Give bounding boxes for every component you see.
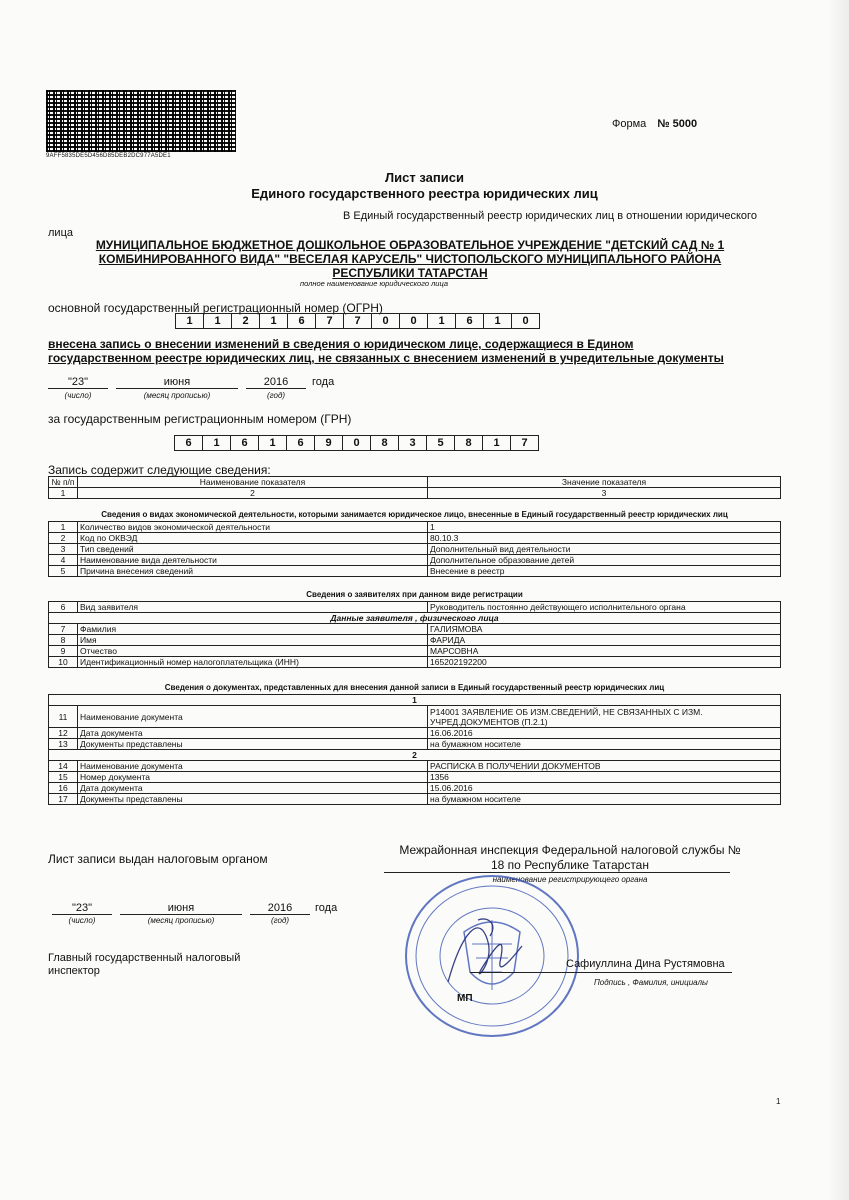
grn-digit: 3 xyxy=(399,435,427,451)
grn-digit: 1 xyxy=(203,435,231,451)
cell-value: 16.06.2016 xyxy=(428,728,781,739)
table-row xyxy=(49,772,781,783)
entity-caption: полное наименование юридического лица xyxy=(300,279,449,288)
scan-edge-shadow xyxy=(827,0,849,1200)
seal-place-label: МП xyxy=(457,993,473,1004)
form-number xyxy=(612,118,697,130)
table-row xyxy=(49,706,781,728)
table-row xyxy=(49,544,781,555)
grn-digit: 6 xyxy=(231,435,259,451)
date1-day-caption: (число) xyxy=(64,391,92,400)
signer-name: Сафиуллина Дина Рустямовна xyxy=(566,958,725,970)
intro-litsa: лица xyxy=(48,227,73,239)
grn-digits xyxy=(174,435,539,451)
table-row xyxy=(49,761,781,772)
ogrn-digit: 1 xyxy=(204,313,232,329)
barcode-code: 9AFF5835DE5D456D85DEB2DC977A5DE1 xyxy=(46,153,171,159)
cell-n: 6 xyxy=(49,602,78,613)
cell-value: ГАЛИЯМОВА xyxy=(428,624,781,635)
cell-value: 80.10.3 xyxy=(428,533,781,544)
date1-day: "23" xyxy=(48,376,108,389)
cell-value: ФАРИДА xyxy=(428,635,781,646)
inspection-line-1: Межрайонная инспекция Федеральной налоговой службы № xyxy=(399,843,741,857)
cell-name: Вид заявителя xyxy=(78,602,428,613)
inspector-title-line-2: инспектор xyxy=(48,965,100,977)
date2-month-caption: (месяц прописью) xyxy=(147,916,215,925)
cell-value xyxy=(428,706,781,728)
table-row xyxy=(49,533,781,544)
header-cell: Наименование показателя xyxy=(78,477,428,488)
ogrn-digit: 0 xyxy=(512,313,540,329)
subsection-title: Данные заявителя , физического лица xyxy=(49,613,781,624)
signer-caption: Подпись , Фамилия, инициалы xyxy=(594,978,708,987)
cell-n: 3 xyxy=(49,544,78,555)
cell-value: 165202192200 xyxy=(428,657,781,668)
cell-n: 7 xyxy=(49,624,78,635)
ogrn-digit: 7 xyxy=(344,313,372,329)
contains-label: Запись содержит следующие сведения: xyxy=(48,463,271,477)
cell-value-line: УЧРЕД.ДОКУМЕНТОВ (П.2.1) xyxy=(430,716,548,727)
change-statement: внесена запись о внесении изменений в сведения о юридическом лице, содержащиеся в Едином государственном реестре юридических лиц, не связанных с внесением изменений в учредительные документы xyxy=(48,337,724,365)
cell-name: Документы представлены xyxy=(78,794,428,805)
cell-value: Дополнительное образование детей xyxy=(428,555,781,566)
date2-day-caption: (число) xyxy=(68,916,96,925)
section1-table xyxy=(48,521,781,577)
grn-digit: 8 xyxy=(455,435,483,451)
ogrn-digit: 2 xyxy=(232,313,260,329)
table-row xyxy=(49,646,781,657)
ogrn-digit: 1 xyxy=(175,313,204,329)
date1-month: июня xyxy=(116,376,238,389)
section2-table xyxy=(48,601,781,668)
table-row xyxy=(49,602,781,613)
ogrn-digit: 1 xyxy=(428,313,456,329)
cell-value: Внесение в реестр xyxy=(428,566,781,577)
ogrn-digit: 1 xyxy=(484,313,512,329)
date1-suffix: года xyxy=(312,376,335,388)
table-row xyxy=(49,624,781,635)
ogrn-label: основной государственный регистрационный номер (ОГРН) xyxy=(48,301,383,315)
table-row xyxy=(49,794,781,805)
section3-table xyxy=(48,694,781,805)
cell-value: МАРСОВНА xyxy=(428,646,781,657)
cell-name: Номер документа xyxy=(78,772,428,783)
table-row xyxy=(49,613,781,624)
cell-name: Дата документа xyxy=(78,728,428,739)
section-title: Сведения о видах экономической деятельности, которыми занимается юридическое лицо, внесенные в Единый государственный реестр юридических лиц xyxy=(101,510,728,519)
cell-n: 15 xyxy=(49,772,78,783)
grn-digit: 0 xyxy=(343,435,371,451)
date1-year: 2016 xyxy=(246,376,306,389)
ogrn-digit: 7 xyxy=(316,313,344,329)
grn-digit: 9 xyxy=(315,435,343,451)
date2-day: "23" xyxy=(52,902,112,915)
cell-n: 17 xyxy=(49,794,78,805)
header-cell: № п/п xyxy=(49,477,78,488)
cell-value: 1356 xyxy=(428,772,781,783)
official-seal-icon xyxy=(402,872,582,1040)
cell-value: Руководитель постоянно действующего исполнительного органа xyxy=(428,602,781,613)
header-cell: 3 xyxy=(428,488,781,499)
cell-value: на бумажном носителе xyxy=(428,739,781,750)
table-row xyxy=(49,555,781,566)
cell-n: 16 xyxy=(49,783,78,794)
grn-digit: 5 xyxy=(427,435,455,451)
cell-value: на бумажном носителе xyxy=(428,794,781,805)
cell-name: Документы представлены xyxy=(78,739,428,750)
cell-name: Фамилия xyxy=(78,624,428,635)
cell-name: Наименование документа xyxy=(78,706,428,728)
entity-line-3: РЕСПУБЛИКИ ТАТАРСТАН xyxy=(332,266,488,280)
cell-n: 5 xyxy=(49,566,78,577)
entity-line-2: КОМБИНИРОВАННОГО ВИДА" "ВЕСЕЛАЯ КАРУСЕЛЬ" ЧИСТОПОЛЬСКОГО МУНИЦИПАЛЬНОГО РАЙОНА xyxy=(98,252,722,266)
divider xyxy=(470,972,732,973)
cell-value: РАСПИСКА В ПОЛУЧЕНИИ ДОКУМЕНТОВ xyxy=(428,761,781,772)
doc-title: Лист записи xyxy=(385,170,464,185)
intro-text: В Единый государственный реестр юридических лиц в отношении юридического xyxy=(343,210,757,222)
table-row xyxy=(49,739,781,750)
date2-suffix: года xyxy=(315,902,338,914)
form-label: Форма xyxy=(612,118,647,130)
inspector-title-line-1: Главный государственный налоговый xyxy=(48,952,241,964)
cell-name: Тип сведений xyxy=(78,544,428,555)
grn-digit: 1 xyxy=(483,435,511,451)
inspector-title xyxy=(48,952,258,978)
date2-month: июня xyxy=(120,902,242,915)
date1-month-caption: (месяц прописью) xyxy=(143,391,211,400)
ogrn-digit: 1 xyxy=(260,313,288,329)
table-row xyxy=(49,728,781,739)
ogrn-digit: 0 xyxy=(372,313,400,329)
entity-name xyxy=(40,238,780,280)
cell-value: Дополнительный вид деятельности xyxy=(428,544,781,555)
table-row xyxy=(49,566,781,577)
cell-name: Количество видов экономической деятельности xyxy=(78,522,428,533)
barcode-image xyxy=(46,90,236,152)
table-row xyxy=(49,657,781,668)
grn-digit: 6 xyxy=(174,435,203,451)
table-row xyxy=(49,522,781,533)
grn-label: за государственным регистрационным номером (ГРН) xyxy=(48,412,352,426)
section-title: Сведения о заявителях при данном виде регистрации xyxy=(306,590,523,599)
group-number: 1 xyxy=(49,695,781,706)
cell-n: 11 xyxy=(49,706,78,728)
section-title: Сведения о документах, представленных для внесения данной записи в Единый государственный реестр юридических лиц xyxy=(164,683,665,692)
cell-value: 1 xyxy=(428,522,781,533)
inspection-name xyxy=(390,843,750,873)
cell-name: Наименование вида деятельности xyxy=(78,555,428,566)
cell-n: 12 xyxy=(49,728,78,739)
cell-name: Код по ОКВЭД xyxy=(78,533,428,544)
ogrn-digit: 6 xyxy=(288,313,316,329)
cell-n: 10 xyxy=(49,657,78,668)
header-cell: 2 xyxy=(78,488,428,499)
grn-digit: 6 xyxy=(287,435,315,451)
cell-n: 4 xyxy=(49,555,78,566)
table-row xyxy=(49,750,781,761)
ogrn-digit: 6 xyxy=(456,313,484,329)
issued-label: Лист записи выдан налоговым органом xyxy=(48,852,268,866)
date2-year: 2016 xyxy=(250,902,310,915)
table-header xyxy=(48,476,781,499)
header-cell: Значение показателя xyxy=(428,477,781,488)
cell-n: 2 xyxy=(49,533,78,544)
cell-n: 8 xyxy=(49,635,78,646)
cell-name: Причина внесения сведений xyxy=(78,566,428,577)
inspection-line-2: 18 по Республике Татарстан xyxy=(491,858,649,872)
cell-n: 13 xyxy=(49,739,78,750)
grn-digit: 1 xyxy=(259,435,287,451)
table-row xyxy=(49,783,781,794)
cell-value: 15.06.2016 xyxy=(428,783,781,794)
cell-name: Дата документа xyxy=(78,783,428,794)
group-number: 2 xyxy=(49,750,781,761)
page-number: 1 xyxy=(776,1097,781,1106)
table-row xyxy=(49,477,781,488)
table-row xyxy=(49,635,781,646)
table-row xyxy=(49,695,781,706)
doc-subtitle: Единого государственного реестра юридических лиц xyxy=(251,186,598,201)
cell-name: Наименование документа xyxy=(78,761,428,772)
form-number-value: № 5000 xyxy=(657,118,698,130)
cell-n: 9 xyxy=(49,646,78,657)
grn-digit: 7 xyxy=(511,435,539,451)
cell-n: 14 xyxy=(49,761,78,772)
date1-year-caption: (год) xyxy=(266,391,286,400)
cell-value-line: Р14001 ЗАЯВЛЕНИЕ ОБ ИЗМ.СВЕДЕНИЙ, НЕ СВЯЗАННЫХ С ИЗМ. xyxy=(430,706,703,717)
date2-year-caption: (год) xyxy=(270,916,290,925)
ogrn-digits xyxy=(175,313,540,329)
table-row xyxy=(49,488,781,499)
cell-name: Имя xyxy=(78,635,428,646)
cell-name: Идентификационный номер налогоплательщика (ИНН) xyxy=(78,657,428,668)
entity-line-1: МУНИЦИПАЛЬНОЕ БЮДЖЕТНОЕ ДОШКОЛЬНОЕ ОБРАЗОВАТЕЛЬНОЕ УЧРЕЖДЕНИЕ "ДЕТСКИЙ САД № 1 xyxy=(95,238,725,252)
ogrn-digit: 0 xyxy=(400,313,428,329)
grn-digit: 8 xyxy=(371,435,399,451)
cell-name: Отчество xyxy=(78,646,428,657)
header-cell: 1 xyxy=(49,488,78,499)
cell-n: 1 xyxy=(49,522,78,533)
inspection-caption: наименование регистрирующего органа xyxy=(492,875,648,884)
